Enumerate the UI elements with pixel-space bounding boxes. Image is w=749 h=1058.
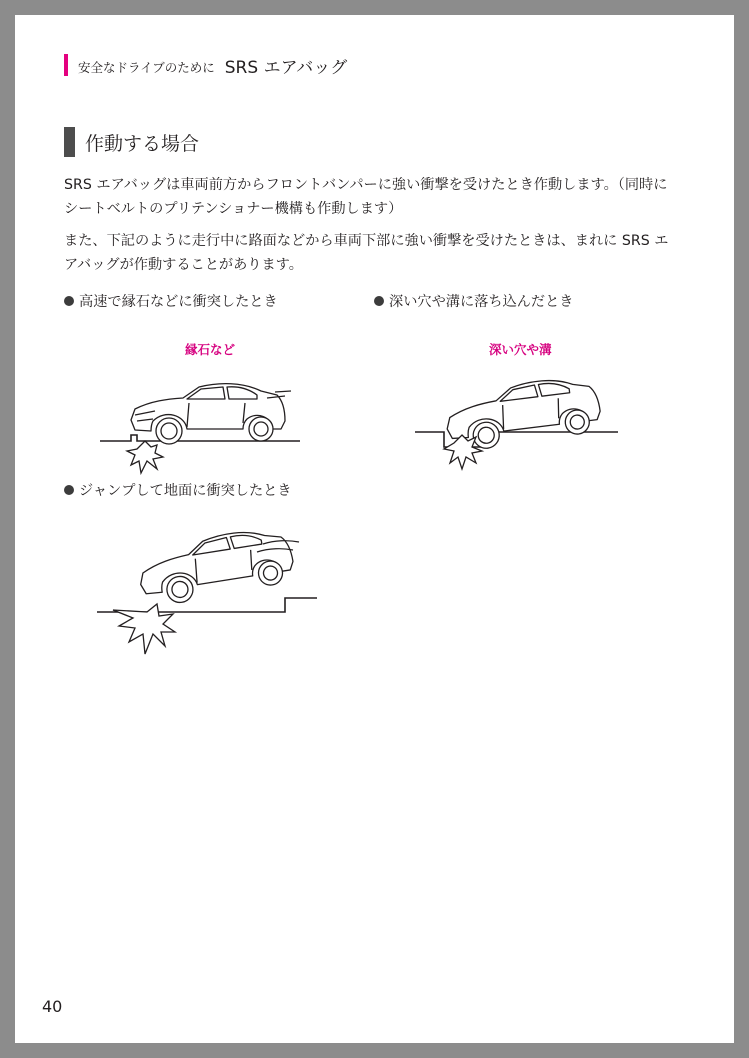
jump-landing-illustration xyxy=(85,520,325,655)
paragraph-rare-activation: また、下記のように走行中に路面などから車両下部に強い衝撃を受けたときは、まれに SRS エアバッグが作動することがあります。 xyxy=(64,233,669,273)
car-sideview-icon xyxy=(131,384,285,444)
bullet-deep-hole xyxy=(374,291,573,311)
bullet-curb-collision xyxy=(64,291,278,311)
header-title: SRS エアバッグ xyxy=(224,57,348,78)
section-heading xyxy=(64,127,199,157)
ground-line xyxy=(97,598,317,612)
impact-burst-icon xyxy=(127,441,163,473)
caption-deep-hole: 深い穴や溝 xyxy=(489,342,552,357)
bullet-curb-collision-text: 高速で縁石などに衝突したとき xyxy=(79,294,278,310)
manual-page xyxy=(15,15,734,1043)
bullet-dot-icon xyxy=(374,296,384,306)
car-sideview-icon xyxy=(135,525,297,609)
page-number: 40 xyxy=(42,997,63,1016)
section-heading-text: 作動する場合 xyxy=(85,132,200,155)
bullet-dot-icon xyxy=(64,296,74,306)
bullet-jump-landing-text: ジャンプして地面に衝突したとき xyxy=(79,483,292,499)
page-header xyxy=(64,53,347,77)
bullet-dot-icon xyxy=(64,485,74,495)
heading-marker-bar xyxy=(64,127,75,157)
header-accent-bar xyxy=(64,54,68,76)
paragraph-activation: SRS エアバッグは車両前方からフロントバンパーに強い衝撃を受けたとき作動します。（同時にシートベルトのプリテンショナー機構も作動します） xyxy=(64,177,668,217)
bullet-jump-landing xyxy=(64,480,292,500)
header-section-label: 安全なドライブのために xyxy=(78,59,215,75)
curb-collision-illustration xyxy=(95,365,315,480)
caption-curb: 縁石など xyxy=(185,342,236,357)
bullet-deep-hole-text: 深い穴や溝に落ち込んだとき xyxy=(389,294,574,310)
deep-hole-illustration xyxy=(410,365,630,480)
ground-line xyxy=(415,432,618,447)
